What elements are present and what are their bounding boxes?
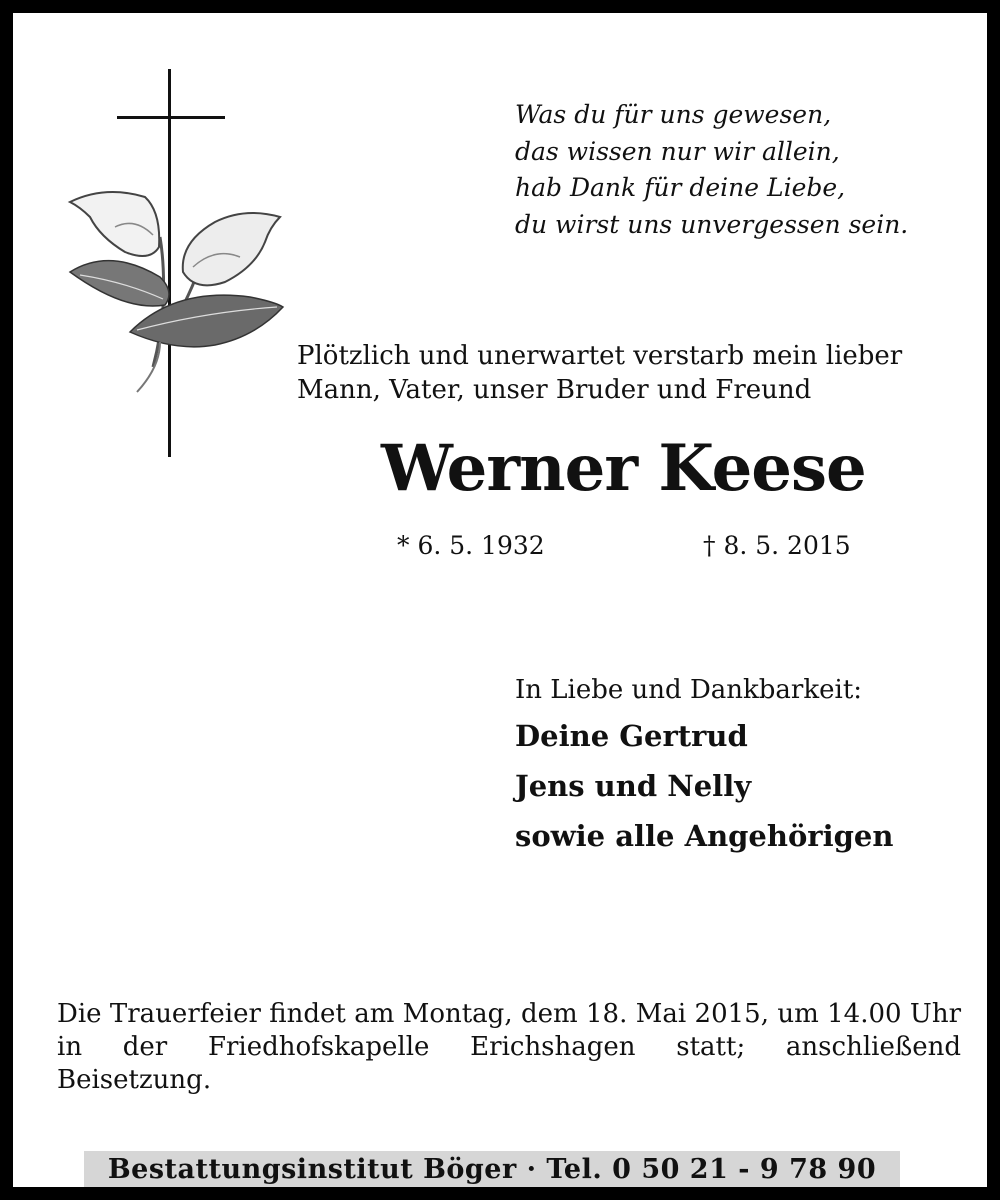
mourners-label: In Liebe und Dankbarkeit: [515,675,863,705]
obituary-notice [13,13,987,1187]
mourner-name: Jens und Nelly [515,769,752,803]
mourner-name: sowie alle Angehörigen [515,819,894,853]
deceased-name: Werner Keese [381,431,866,506]
poem-line: du wirst uns unvergessen sein. [515,209,909,239]
death-announcement [297,339,902,407]
mourner-name: Deine Gertrud [515,719,748,753]
death-date: † 8. 5. 2015 [703,531,851,560]
funeral-home-footer: Bestattungsinstitut Böger · Tel. 0 50 21 - 9 78 90 [84,1151,900,1187]
announcement-line: Mann, Vater, unser Bruder und Freund [297,375,812,405]
cross-with-calla-lilies-icon [65,67,305,487]
memorial-poem [515,97,908,243]
birth-date: * 6. 5. 1932 [397,531,545,560]
funeral-service-info: Die Trauerfeier findet am Montag, dem 18. Mai 2015, um 14.00 Uhr in der Friedhofskapelle Erichshagen statt; anschließend Beisetzung. [57,999,961,1095]
poem-line: Was du für uns gewesen, [515,100,832,129]
poem-line: das wissen nur wir allein, [515,136,840,166]
announcement-line: Plötzlich und unerwartet verstarb mein lieber [297,341,903,371]
poem-line: hab Dank für deine Liebe, [515,173,846,202]
